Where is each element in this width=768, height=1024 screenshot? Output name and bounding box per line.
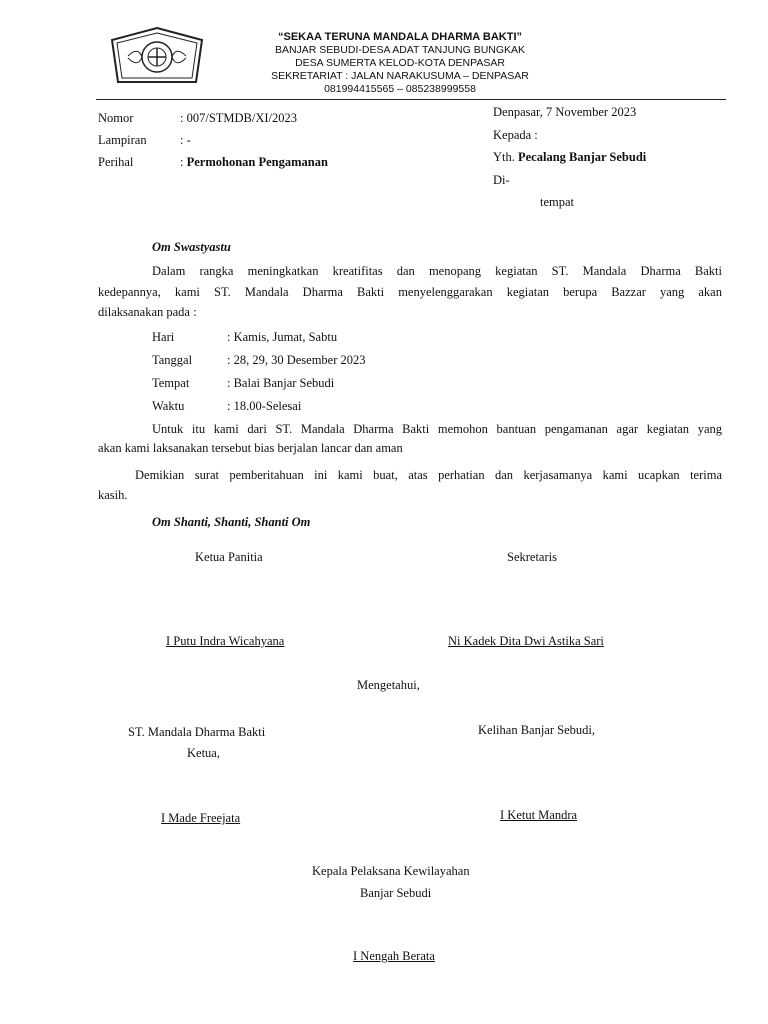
closing-salutation: Om Shanti, Shanti, Shanti Om <box>152 515 311 529</box>
nomor-value: : 007/STMDB/XI/2023 <box>180 111 298 125</box>
letterhead-phone: 081994415565 – 085238999558 <box>324 83 476 95</box>
paragraph-2-line-2: akan kami laksanakan tersebut bias berjalan lancar dan aman <box>98 441 403 455</box>
ketua-panitia-title: Ketua Panitia <box>195 550 263 564</box>
nomor-label: Nomor <box>98 111 134 125</box>
paragraph-1-line-1: Dalam rangka meningkatkan kreatifitas dan menopang kegiatan ST. Mandala Dharma Bakti <box>152 264 722 278</box>
detail-label-tanggal: Tanggal <box>152 353 193 367</box>
st-ketua-name: I Made Freejata <box>161 811 241 825</box>
sekretaris-title: Sekretaris <box>507 550 557 564</box>
detail-value-hari: : Kamis, Jumat, Sabtu <box>227 330 338 344</box>
organization-logo <box>108 26 206 88</box>
perihal-value: : Permohonan Pengamanan <box>180 155 328 169</box>
greeting: Om Swastyastu <box>152 240 231 254</box>
sekretaris-name: Ni Kadek Dita Dwi Astika Sari <box>448 634 604 648</box>
letterhead-divider <box>96 99 726 100</box>
letterhead-desa: DESA SUMERTA KELOD-KOTA DENPASAR <box>295 57 505 69</box>
letterhead-address: SEKRETARIAT : JALAN NARAKUSUMA – DENPASAR <box>271 70 529 82</box>
kepada-label: Kepada : <box>493 128 538 142</box>
paragraph-1-line-2: kedepannya, kami ST. Mandala Dharma Bakti menyelenggarakan kegiatan berupa Bazzar yang akan <box>98 285 722 299</box>
kepala-title-line-2: Banjar Sebudi <box>360 886 432 900</box>
detail-label-tempat: Tempat <box>152 376 190 390</box>
letterhead-org-name: “SEKAA TERUNA MANDALA DHARMA BAKTI” <box>277 31 523 43</box>
paragraph-1-line-3: dilaksanakan pada : <box>98 305 197 319</box>
kelihan-name: I Ketut Mandra <box>500 808 578 822</box>
kelihan-title: Kelihan Banjar Sebudi, <box>478 723 595 737</box>
detail-value-tempat: : Balai Banjar Sebudi <box>227 376 335 390</box>
lampiran-label: Lampiran <box>98 133 147 147</box>
st-ketua-title: ST. Mandala Dharma Bakti <box>128 725 266 739</box>
tempat-label: tempat <box>540 195 575 209</box>
paragraph-2-line-1: Untuk itu kami dari ST. Mandala Dharma Bakti memohon bantuan pengamanan agar kegiatan yang <box>152 422 722 436</box>
detail-label-hari: Hari <box>152 330 175 344</box>
recipient-name: Yth. Pecalang Banjar Sebudi <box>493 150 647 164</box>
ketua-panitia-name: I Putu Indra Wicahyana <box>166 634 285 648</box>
st-ketua-subtitle: Ketua, <box>187 746 220 760</box>
detail-value-waktu: : 18.00-Selesai <box>227 399 302 413</box>
mengetahui-label: Mengetahui, <box>357 678 420 692</box>
letterhead <box>230 31 570 96</box>
perihal-label: Perihal <box>98 155 134 169</box>
letter-date: Denpasar, 7 November 2023 <box>493 105 637 119</box>
di-label: Di- <box>493 173 510 187</box>
paragraph-3-line-2: kasih. <box>98 488 128 502</box>
detail-label-waktu: Waktu <box>152 399 185 413</box>
kepala-name: I Nengah Berata <box>353 949 435 963</box>
kepala-title-line-1: Kepala Pelaksana Kewilayahan <box>312 864 470 878</box>
lampiran-value: : - <box>180 133 191 147</box>
letterhead-banjar: BANJAR SEBUDI-DESA ADAT TANJUNG BUNGKAK <box>274 44 526 56</box>
detail-value-tanggal: : 28, 29, 30 Desember 2023 <box>227 353 366 367</box>
paragraph-3-line-1: Demikian surat pemberitahuan ini kami buat, atas perhatian dan kerjasamanya kami ucapkan terima <box>135 468 722 482</box>
